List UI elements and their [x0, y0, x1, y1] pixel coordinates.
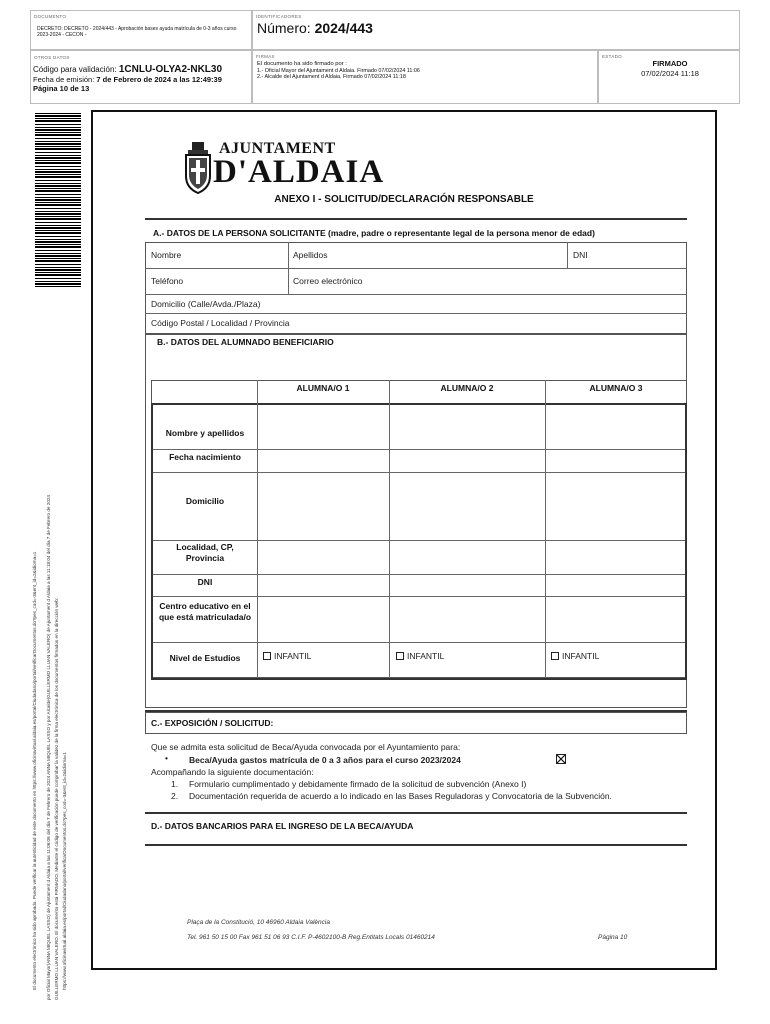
infantil-checkbox-1[interactable] [263, 651, 311, 661]
checked-x-icon [556, 754, 566, 764]
header-identificadores-cell [252, 10, 740, 50]
pagina-info: Página 10 de 13 [33, 84, 90, 93]
firmas-intro: El documento ha sido firmado por : [257, 61, 347, 67]
documento-text: DECRETO: DECRETO - 2024/443 - Aprobación bases ayuda matrícula de 0-3 años curso 2023-2024 - CECON - [37, 26, 237, 38]
fecha-prefix: Fecha de emisión: [33, 75, 95, 84]
c-num-2: 2. [171, 791, 179, 801]
numero-prefix: Número: [257, 20, 311, 36]
field-nombre[interactable]: Nombre [151, 250, 182, 260]
firmas-label: FIRMAS [256, 54, 275, 59]
header-otros-cell [30, 50, 252, 104]
infantil-checkbox-3[interactable] [551, 651, 599, 661]
header-documento-cell [30, 10, 252, 50]
side-text-2: por Oficial Mayor(ANNA MIQUEL LASSO) de Ajuntament d Aldaia a las 11:06:06 del día 7 de Febrero de 2024 ANNA MIQUEL LASSO y por Alcalde(GUILLERMO LLUAN VALERO) de Ajuntament d Aldaia a las 11:18:04 del día 7 de Febrero de 2024 [46, 495, 51, 1000]
form-title: ANEXO I - SOLICITUD/DECLARACIÓN RESPONSABLE [274, 194, 534, 205]
field-domicilio[interactable]: Domicilio (Calle/Avda./Plaza) [151, 299, 261, 309]
checkbox-icon [263, 652, 271, 660]
estado-value: FIRMADO [652, 59, 688, 68]
fecha-emision [33, 75, 222, 84]
logo-line1: AJUNTAMENT [219, 140, 336, 157]
row-centro-educativo: Centro educativo en el que está matriculada/o [158, 601, 252, 622]
field-telefono[interactable]: Teléfono [151, 276, 184, 286]
student-table [151, 380, 687, 678]
documento-label: DOCUMENTO [34, 14, 67, 19]
logo-line2: D'ALDAIA [213, 154, 385, 190]
section-b-title: B.- DATOS DEL ALUMNADO BENEFICIARIO [157, 337, 334, 347]
firma-1: 1.- Oficial Mayor del Ajuntament d Aldaia. Firmado 07/02/2024 11:06 [257, 68, 420, 74]
field-correo[interactable]: Correo electrónico [293, 276, 363, 286]
row-domicilio: Domicilio [185, 496, 225, 506]
field-dni[interactable]: DNI [573, 250, 588, 260]
side-text-3: GUILLERMO LLUAN VALERO. El documento está FIRMADO. Mediante el código de verificación puede comprobar la validez de la firma electrónica de los documentos firmados en la dirección web: [54, 597, 59, 1000]
document-page [91, 110, 717, 970]
c-doc-2: Documentación requerida de acuerdo a lo indicado en las Bases Reguladoras y Convocatoria de la Subvención. [189, 791, 612, 801]
c-bullet-text: Beca/Ayuda gastos matrícula de 0 a 3 años para el curso 2023/2024 [189, 755, 461, 765]
numero [257, 20, 373, 36]
infantil-label-1: INFANTIL [274, 651, 312, 661]
codigo-prefix: Código para validación: [33, 65, 117, 74]
infantil-label-3: INFANTIL [562, 651, 600, 661]
codigo-validacion [33, 64, 222, 75]
side-text-1: El documento electrónico ha sido aprobado. Puede verificar la autenticidad de este documento en https://www.oficinavirtual.aldaia.es/portal/Ciudadano/portal/verificarDocumentos.do?pes_cod=-3&ent_id=2&idioma=1 [32, 551, 37, 990]
infantil-label-2: INFANTIL [407, 651, 445, 661]
row-dni: DNI [197, 577, 213, 587]
row-localidad: Localidad, CP, Provincia [176, 542, 234, 563]
footer-address: Plaça de la Constitució, 10 46960 Aldaia València [187, 919, 330, 926]
row-nombre-apellidos: Nombre y apellidos [165, 428, 245, 438]
section-a-title: A.- DATOS DE LA PERSONA SOLICITANTE (madre, padre o representante legal de la persona menor de edad) [153, 228, 595, 238]
c-docs: Acompañando la siguiente documentación: [151, 767, 314, 777]
estado-label: ESTADO [602, 54, 622, 59]
fecha-value: 7 de Febrero de 2024 a las 12:49:39 [96, 75, 222, 84]
firma-2: 2.- Alcalde del Ajuntament d Aldaia. Firmado 07/02/2024 11:18 [257, 74, 406, 80]
barcode [35, 112, 81, 287]
header-firmas-cell [252, 50, 598, 104]
side-text-4: https://www.oficinavirtual.aldaia.es/portal/Ciudadano/portal/verificarDocumentos.do?pes_cod=-3&ent_id=2&idioma=1 [62, 752, 67, 990]
field-apellidos[interactable]: Apellidos [293, 250, 328, 260]
footer-contact: Tel. 961 50 15 00 Fax 961 51 06 93 C.I.F. P-4602100-B Reg.Entitats Locals 01460214 [187, 934, 435, 941]
c-num-1: 1. [171, 779, 179, 789]
header-estado-cell [598, 50, 740, 104]
identificadores-label: IDENTIFICADORES [256, 14, 302, 19]
field-codigo-postal[interactable]: Código Postal / Localidad / Provincia [151, 318, 290, 328]
checkbox-icon [551, 652, 559, 660]
row-nivel-estudios: Nivel de Estudios [169, 653, 241, 663]
logo [183, 138, 383, 196]
section-c-title: C.- EXPOSICIÓN / SOLICITUD: [151, 718, 274, 728]
infantil-checkbox-2[interactable] [396, 651, 444, 661]
row-fecha-nacimiento: Fecha nacimiento [169, 452, 241, 462]
numero-value: 2024/443 [314, 20, 373, 36]
col-alumno-3: ALUMNA/O 3 [589, 383, 643, 393]
c-bullet-checkbox[interactable] [556, 754, 566, 764]
col-alumno-2: ALUMNA/O 2 [440, 383, 494, 393]
codigo-value: 1CNLU-OLYA2-NKL30 [118, 64, 223, 75]
c-doc-1: Formulario cumplimentado y debidamente firmado de la solicitud de subvención (Anexo I) [189, 779, 527, 789]
c-intro: Que se admita esta solicitud de Beca/Ayuda convocada por el Ayuntamiento para: [151, 742, 461, 752]
checkbox-icon [396, 652, 404, 660]
col-alumno-1: ALUMNA/O 1 [296, 383, 350, 393]
footer-page: Pàgina 10 [598, 934, 628, 941]
otros-label: OTROS DATOS [34, 55, 70, 60]
estado-date: 07/02/2024 11:18 [641, 69, 699, 78]
coat-of-arms-icon [183, 142, 213, 194]
section-d-title: D.- DATOS BANCARIOS PARA EL INGRESO DE LA BECA/AYUDA [151, 821, 414, 831]
c-bullet-dot: • [165, 753, 168, 763]
